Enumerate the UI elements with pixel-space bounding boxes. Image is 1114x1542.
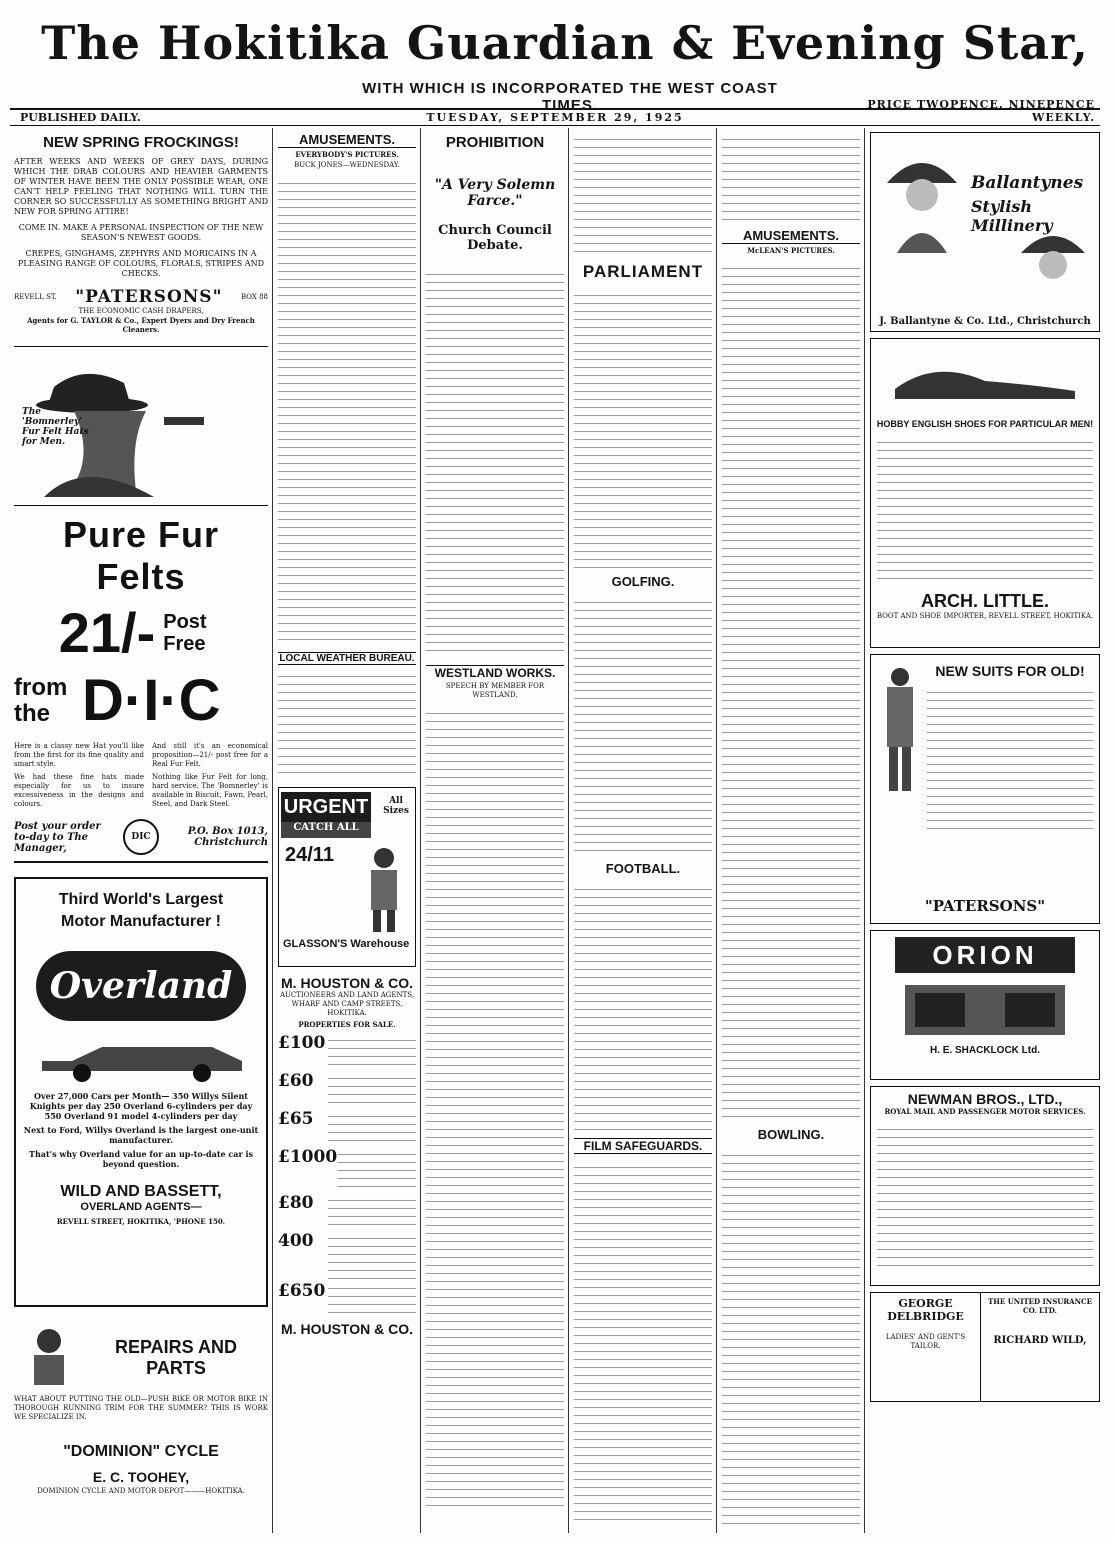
overland-ford: Next to Ford, Willys Overland is the largest one-unit manufacturer. (23, 1125, 259, 1145)
parliament-body-text (574, 288, 712, 568)
property-item (278, 1071, 416, 1109)
arch-little: ARCH. LITTLE. (921, 591, 1049, 611)
dic-seal-icon: DIC (123, 819, 159, 855)
property-item (278, 1231, 416, 1281)
dic-logo: D·I·C (82, 668, 221, 733)
english-shoes: HOBBY ENGLISH SHOES FOR PARTICULAR MEN! (876, 419, 1094, 429)
property-item (278, 1147, 416, 1193)
houston-sub: AUCTIONEERS AND LAND AGENTS, WHARF AND CAMP STREETS, HOKITIKA. (279, 991, 415, 1017)
frockings-invite: COME IN. MAKE A PERSONAL INSPECTION OF THE NEW SEASON'S NEWEST GOODS. (18, 223, 264, 242)
column-5-body-text (722, 261, 860, 1121)
newman-sub: ROYAL MAIL AND PASSENGER MOTOR SERVICES. (884, 1107, 1086, 1116)
patersons-name: "PATERSONS" (75, 287, 223, 307)
frockings-title: NEW SPRING FROCKINGS! (43, 134, 239, 151)
dic-text-3: And still it's an economical proposition—21/- post free for a Real Fur Felt. (152, 742, 268, 768)
weather-heading: LOCAL WEATHER BUREAU. (279, 653, 415, 664)
bowling-body-text (722, 1148, 860, 1528)
repairs-text: WHAT ABOUT PUTTING THE OLD—PUSH BIKE OR MOTOR BIKE IN THOROUGH RUNNING TRIM FOR THE SUMMER? THIS IS WORK WE SPECIALIZE IN. (14, 1395, 268, 1421)
column-1 (14, 128, 268, 1538)
newman-heading: NEWMAN BROS., LTD., (907, 1091, 1063, 1107)
column-rule (272, 128, 273, 1533)
property-item (278, 1281, 416, 1319)
westland-sub: SPEECH BY MEMBER FOR WESTLAND. (445, 682, 545, 699)
column-rule (864, 128, 865, 1533)
property-price: £65 (278, 1109, 314, 1129)
weather-body-text (278, 669, 416, 779)
property-price: 400 (278, 1231, 314, 1251)
patersons-street: REVELL ST. (14, 292, 57, 301)
column-rule (568, 128, 569, 1533)
masthead-subtitle: WITH WHICH IS INCORPORATED THE WEST COAST TIMES. (362, 80, 778, 114)
amusements-heading: AMUSEMENTS. (278, 132, 416, 148)
hat-advert (14, 346, 268, 506)
delbridge-advert (871, 1293, 981, 1401)
column-2 (278, 128, 416, 1538)
post-free: Post Free (163, 610, 207, 655)
newman-body-text (877, 1122, 1093, 1272)
property-price: £650 (278, 1281, 326, 1301)
houston-footer: M. HOUSTON & CO. (281, 1321, 413, 1337)
film-heading: FILM SAFEGUARDS. (574, 1138, 712, 1154)
car-icon (22, 1035, 262, 1085)
wild-bassett: WILD AND BASSETT, (60, 1183, 222, 1200)
dic-text-4: Nothing like Fur Felt for long, hard service. The 'Bomnerley' is available in Biscuit, Fawn, Pearl, Steel, and Dark Steel. (152, 773, 268, 808)
newman-advert (870, 1086, 1100, 1286)
property-sale: PROPERTIES FOR SALE. (298, 1020, 396, 1029)
column-5 (722, 128, 860, 1538)
pure-fur-felts: Pure Fur Felts (62, 514, 220, 597)
football-heading: FOOTBALL. (605, 861, 681, 876)
united-insurance: THE UNITED INSURANCE CO. LTD. (988, 1297, 1092, 1315)
arch-sub: BOOT AND SHOE IMPORTER, REVELL STREET, HOKITIKA. (876, 612, 1094, 620)
solemn-farce: "A Very Solemn Farce." (434, 177, 556, 209)
frockings-list: CREPES, GINGHAMS, ZEPHYRS AND MORICAINS IN A PLEASING RANGE OF COLOURS, FLORALS, STRIPES AND CHECKS. (18, 249, 264, 278)
mechanic-illustration (14, 1319, 84, 1389)
property-item (278, 1193, 416, 1231)
overland-agents: OVERLAND AGENTS— (80, 1201, 202, 1213)
suits-advert (870, 654, 1100, 924)
masthead-title: The Hokitika Guardian & Evening Star, (41, 16, 1089, 70)
all-sizes: All Sizes (383, 796, 409, 816)
shoes-advert (870, 338, 1100, 648)
woman-hat-illustration (877, 143, 967, 253)
issue-date: TUESDAY, SEPTEMBER 29, 1925 (426, 111, 684, 124)
football-body-text (574, 882, 712, 1132)
overland-logo: Overland (36, 951, 246, 1021)
united-advert (981, 1293, 1099, 1401)
orion-advert (870, 930, 1100, 1080)
property-price: £60 (278, 1071, 314, 1091)
stylish-millinery: Stylish Millinery (971, 197, 1053, 235)
man-suit-illustration (875, 665, 925, 795)
ballantyne-advert (870, 132, 1100, 332)
column-7 (870, 128, 1100, 1538)
dominion-cycle: "DOMINION" CYCLE (63, 1443, 219, 1460)
orion-logo: ORION (895, 937, 1075, 973)
mclean-pictures: McLEAN'S PICTURES. (747, 246, 835, 255)
post-order: Post your order to-day to The Manager, (14, 820, 101, 854)
dic-text-1: Here is a classy new Hat you'll like from the first for its fine quality and smart style. (14, 742, 144, 768)
tailor: LADIES' AND GENT'S TAILOR. (885, 1333, 966, 1350)
richard-wild: RICHARD WILD, (993, 1335, 1087, 1346)
film-body-text (574, 1160, 712, 1520)
golfing-body-text (574, 595, 712, 855)
patersons-agents: Agents for G. TAYLOR & Co., Expert Dyers and Dry French Cleaners. (27, 316, 255, 334)
column-4 (574, 128, 712, 1538)
parliament-heading: PARLIAMENT (582, 262, 704, 281)
patersons-suits: "PATERSONS" (924, 897, 1046, 915)
revell-street: REVELL STREET, HOKITIKA, 'PHONE 150. (56, 1217, 226, 1226)
buck-jones: BUCK JONES—WEDNESDAY. (294, 161, 400, 169)
property-price: £100 (278, 1033, 326, 1053)
property-price: £80 (278, 1193, 314, 1213)
boy-illustration (359, 844, 409, 934)
everybodys-pictures: EVERYBODY'S PICTURES. (295, 150, 399, 159)
overland-advert (14, 877, 268, 1307)
prohibition-heading: PROHIBITION (445, 134, 545, 151)
column-3 (426, 128, 564, 1538)
golfing-heading: GOLFING. (611, 574, 675, 589)
prohibition-body-text (426, 267, 564, 657)
property-list (278, 1033, 416, 1319)
range-stove-icon (885, 979, 1085, 1039)
toohey-sub: DOMINION CYCLE AND MOTOR DEPOT———HOKITIKA. (37, 1487, 245, 1495)
repairs-title: REPAIRS AND PARTS (114, 1337, 237, 1378)
catch-all: CATCH ALL (281, 822, 371, 838)
amusements-body-text (278, 176, 416, 646)
suits-body-text (927, 685, 1093, 835)
price-line: PRICE TWOPENCE. NINEPENCE WEEKLY. (867, 98, 1095, 124)
frockings-text: AFTER WEEKS AND WEEKS OF GREY DAYS, DURING WHICH THE DRAB COLOURS AND HEAVIER GARMENTS OF WINTER HAVE BEEN THE ONLY POSSIBLE WEAR, ONE CAN'T HELP FEELING THAT NOTHING WILL TURN THE CORNER SO SUCCESSFULLY AS SOMETHING BRIGHT AND NEW FOR SPRING ATTIRE! (14, 157, 268, 216)
urgent-banner: URGENT (281, 792, 371, 822)
ballantyne-company: J. Ballantyne & Co. Ltd., Christchurch (879, 316, 1091, 327)
shacklock: H. E. SHACKLOCK Ltd. (930, 1045, 1040, 1056)
column-4-top-text (574, 132, 712, 252)
glassons-advert (278, 787, 416, 967)
bottom-ads (870, 1292, 1100, 1402)
church-council: Church Council Debate. (438, 223, 552, 253)
toohey: E. C. TOOHEY, (92, 1469, 190, 1485)
dateline-bar (10, 108, 1100, 126)
shoes-body-text (877, 435, 1093, 585)
property-item (278, 1033, 416, 1071)
price-2411: 24/11 (285, 844, 334, 866)
suits-heading: NEW SUITS FOR OLD! (935, 663, 1085, 679)
column-5-top-text (722, 132, 860, 222)
column-rule (420, 128, 421, 1533)
repairs-advert (14, 1319, 268, 1499)
po-box: P.O. Box 1013, Christchurch (187, 826, 268, 848)
overland-value: That's why Overland value for an up-to-date car is beyond question. (28, 1149, 253, 1169)
overland-stats: Over 27,000 Cars per Month— 350 Willys Silent Knights per day 250 Overland 6-cylinders per day 550 Overland 91 model 4-cylinders per day (29, 1091, 253, 1121)
patersons-sub: THE ECONOMIC CASH DRAPERS, (78, 307, 204, 315)
westland-heading: WESTLAND WORKS. (426, 665, 564, 680)
overland-headline: Third World's Largest Motor Manufacturer ! (58, 891, 224, 930)
hat-caption: The 'Bomnerley' Fur Felt Hats for Men. (22, 407, 89, 447)
from-the: from the (14, 673, 68, 727)
property-price: £1000 (278, 1147, 338, 1167)
ballantyne-title: Ballantynes (971, 173, 1084, 193)
amusements-heading-2: AMUSEMENTS. (722, 228, 860, 244)
patersons-box: BOX 88 (240, 292, 268, 301)
shoe-icon (885, 349, 1085, 409)
glassons: GLASSON'S Warehouse (283, 938, 410, 950)
published-daily: PUBLISHED DAILY. (20, 111, 141, 124)
houston-heading: M. HOUSTON & CO. (281, 975, 413, 991)
price-21: 21/- (58, 601, 156, 664)
bowling-heading: BOWLING. (757, 1127, 825, 1142)
property-item (278, 1109, 416, 1147)
column-rule (716, 128, 717, 1533)
dic-text-2: We had these fine hats made especially for us to insure excessiveness in the designs and colours. (14, 773, 144, 808)
delbridge: GEORGE DELBRIDGE (887, 1297, 964, 1323)
westland-body-text (426, 706, 564, 1506)
